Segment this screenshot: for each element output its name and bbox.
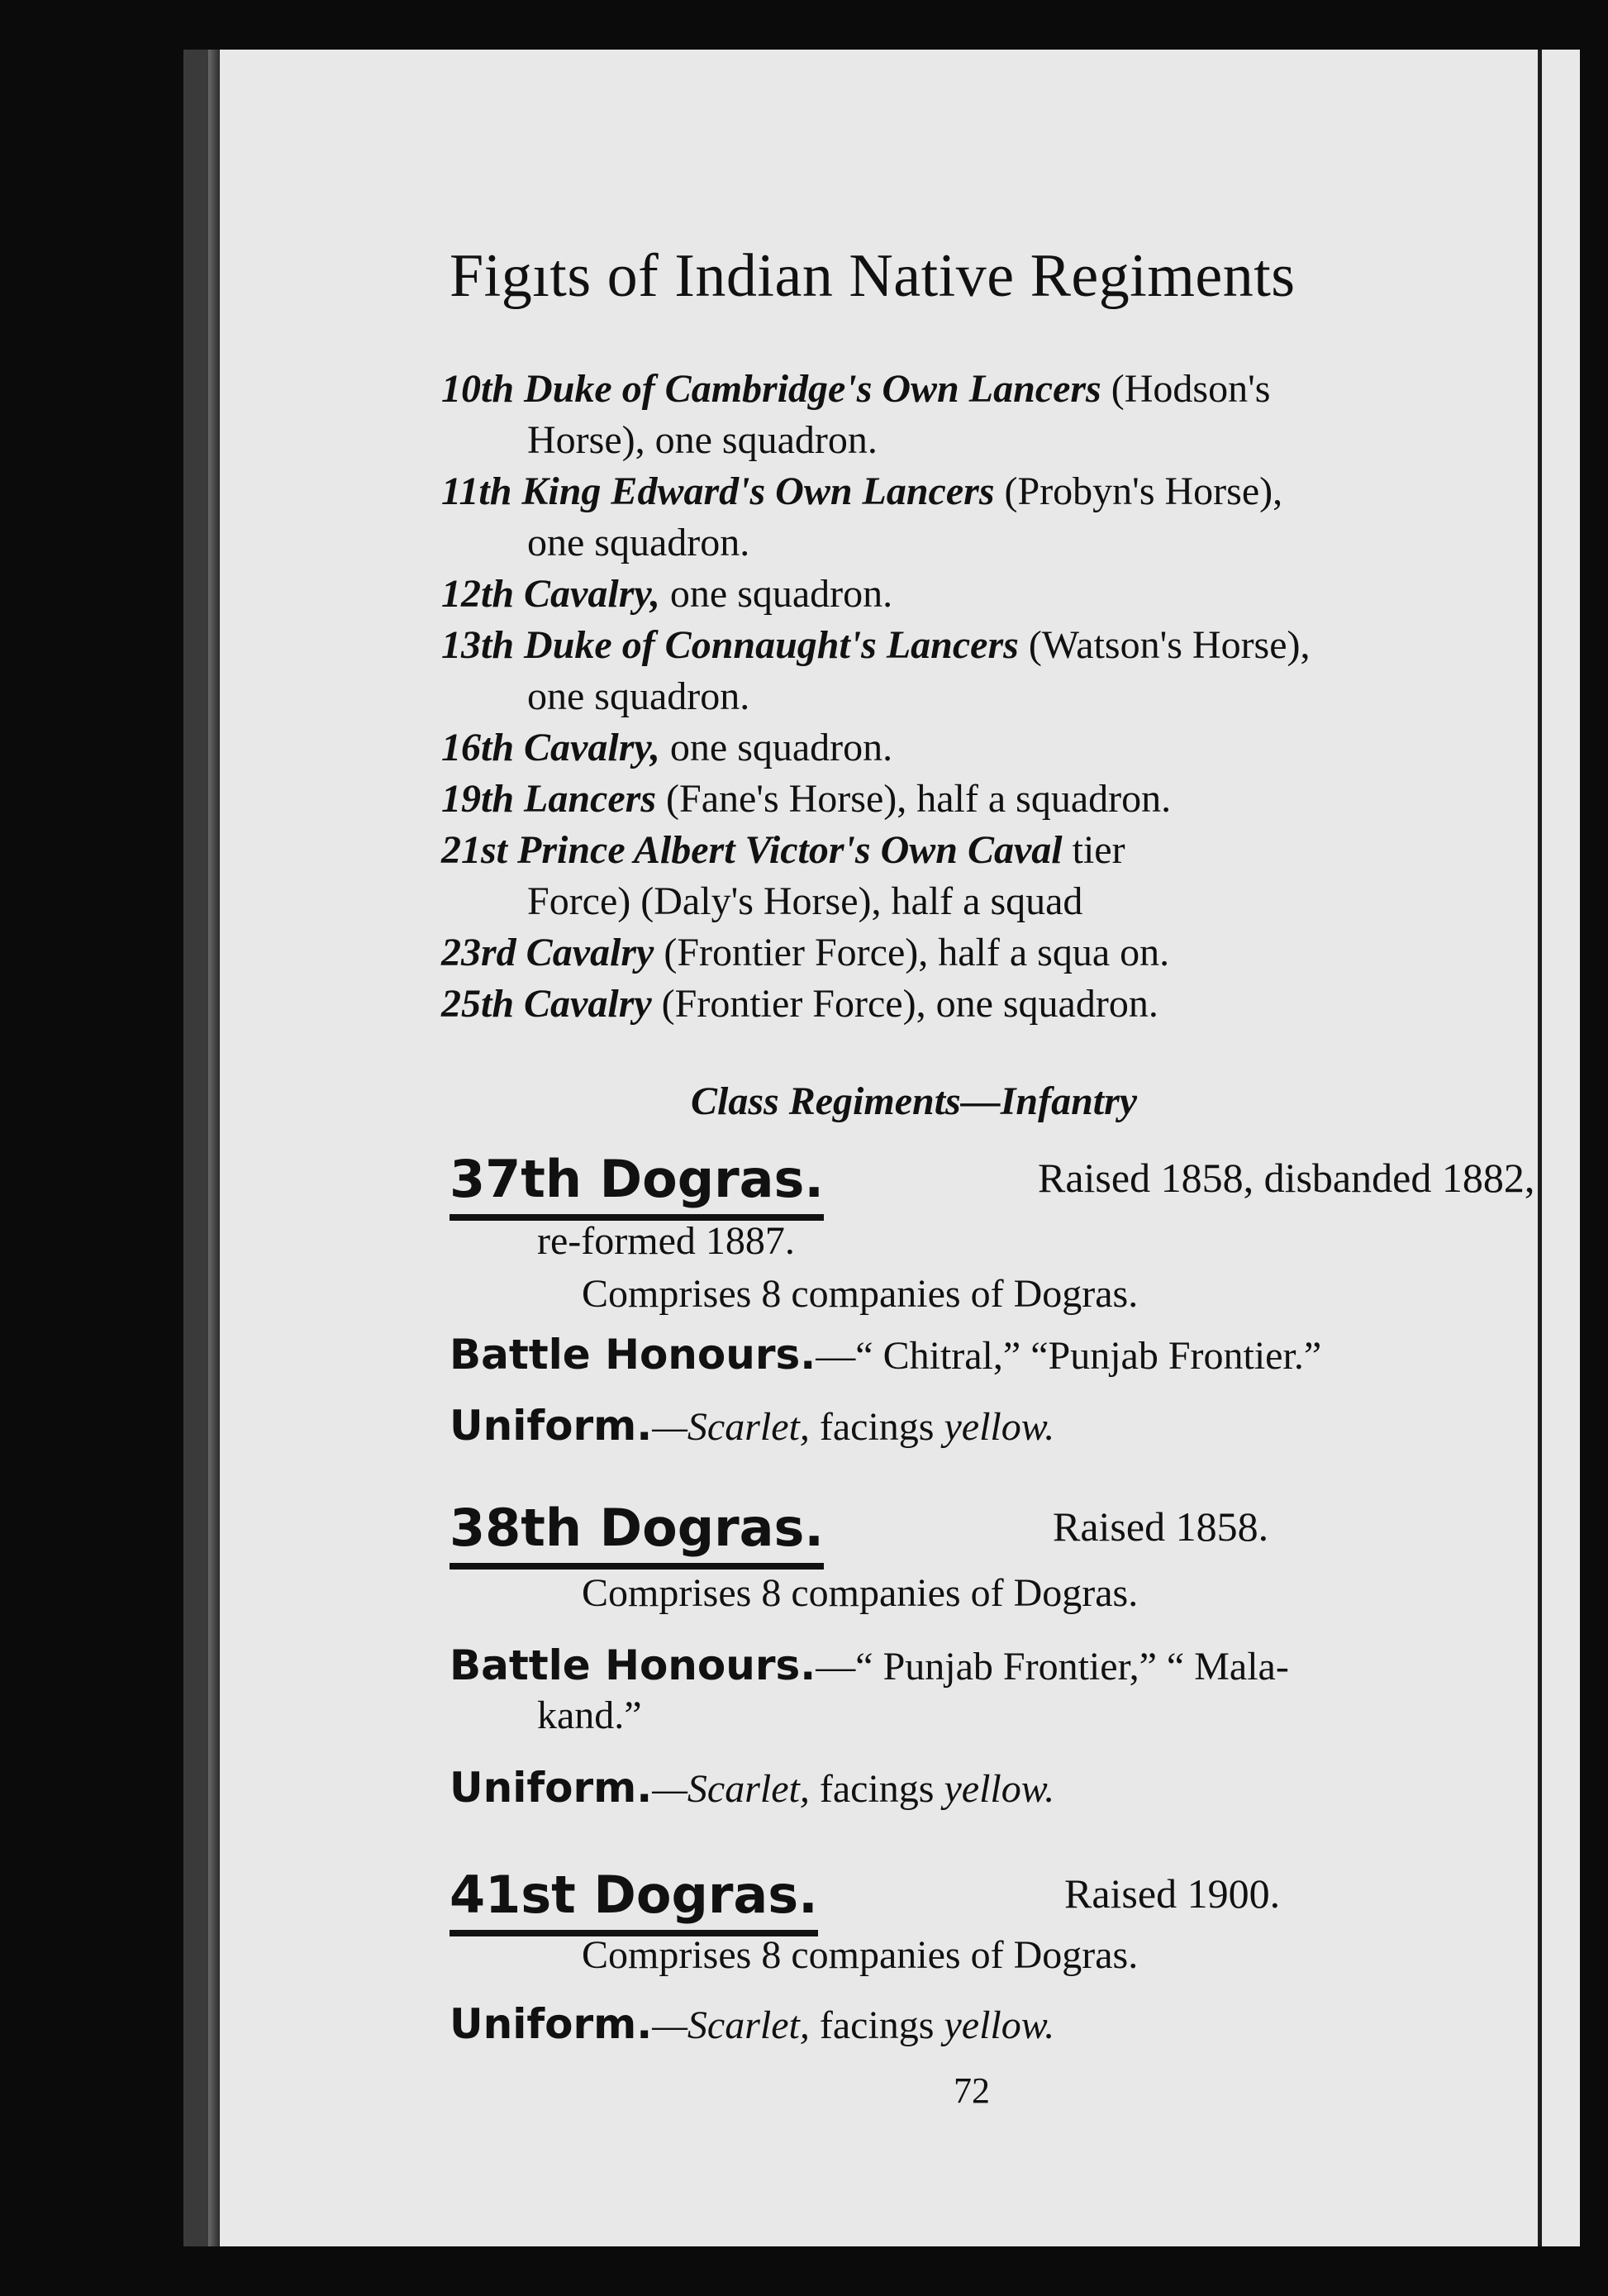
- list-item: [441, 466, 1499, 569]
- regiment-detail: (Hodson's: [1101, 367, 1271, 411]
- uniform-colour: —Scarlet,: [652, 2003, 810, 2047]
- regiment-name: 16th Cavalry,: [441, 726, 660, 769]
- list-item: [441, 620, 1499, 722]
- regiment-name: 23rd Cavalry: [441, 931, 654, 974]
- regiment-heading: [450, 1498, 824, 1558]
- battle-honours-text: —“ Punjab Frontier,” “ Mala-: [816, 1645, 1289, 1689]
- comprises-text: Comprises 8 companies of Dogras.: [582, 1571, 1139, 1615]
- page-number: 72: [954, 2070, 990, 2111]
- page-title: Figıts of Indian Native Regiments: [450, 242, 1296, 310]
- comprises-text: Comprises 8 companies of Dogras.: [582, 1272, 1139, 1316]
- uniform-label: Uniform.: [450, 2000, 653, 2048]
- regiment-detail: one squadron.: [659, 726, 893, 769]
- uniform-facing-colour: yellow.: [944, 1767, 1055, 1811]
- regiment-name: 11th King Edward's Own Lancers: [441, 469, 995, 513]
- list-item: [441, 825, 1499, 927]
- battle-honours-text: —“ Chitral,” “Punjab Frontier.”: [816, 1334, 1322, 1378]
- regiment-detail: tier: [1062, 828, 1125, 872]
- raised-text: Raised 1900.: [1064, 1870, 1281, 1917]
- uniform-facing-colour: yellow.: [944, 1405, 1055, 1449]
- comprises-text: Comprises 8 companies of Dogras.: [582, 1933, 1139, 1977]
- regiment-heading-text: 38th Dogras.: [450, 1498, 824, 1558]
- list-item: [441, 364, 1499, 466]
- regiment-heading-text: 37th Dogras.: [450, 1149, 824, 1209]
- uniform-line: [450, 1402, 1054, 1450]
- page-content: [208, 50, 1580, 2246]
- regiment-detail: (Watson's Horse),: [1018, 623, 1311, 667]
- list-item: [441, 569, 1499, 620]
- heading-underline: [450, 1563, 824, 1570]
- regiment-detail: (Probyn's Horse),: [994, 469, 1283, 513]
- regiment-detail: one squadron.: [659, 572, 893, 616]
- regiment-detail-cont: one squadron.: [527, 521, 750, 564]
- uniform-facing-colour: yellow.: [944, 2003, 1055, 2047]
- regiment-detail: (Frontier Force), one squadron.: [651, 982, 1158, 1026]
- uniform-label: Uniform.: [450, 1402, 653, 1450]
- regiment-detail-cont: one squadron.: [527, 674, 750, 718]
- uniform-label: Uniform.: [450, 1764, 653, 1812]
- regiment-detail-cont: Horse), one squadron.: [527, 418, 878, 462]
- battle-honours-cont: kand.”: [537, 1693, 642, 1737]
- regiment-heading: [450, 1149, 824, 1209]
- regiment-name: 10th Duke of Cambridge's Own Lancers: [441, 367, 1101, 411]
- regiment-name: 25th Cavalry: [441, 982, 652, 1026]
- regiment-name: 21st Prince Albert Victor's Own Caval: [441, 828, 1063, 872]
- uniform-line: [450, 2000, 1054, 2048]
- uniform-line: [450, 1764, 1054, 1812]
- regiment-heading: [450, 1865, 818, 1925]
- regiment-name: 19th Lancers: [441, 777, 657, 821]
- uniform-colour: —Scarlet,: [652, 1767, 810, 1811]
- battle-honours-label: Battle Honours.: [450, 1331, 816, 1379]
- regiment-name: 12th Cavalry,: [441, 572, 660, 616]
- regiment-heading-text: 41st Dogras.: [450, 1865, 818, 1925]
- uniform-facings: facings: [809, 2003, 944, 2047]
- list-item: [441, 979, 1499, 1030]
- uniform-colour: —Scarlet,: [652, 1405, 810, 1449]
- uniform-facings: facings: [809, 1405, 944, 1449]
- section-heading: Class Regiments—Infantry: [691, 1079, 1138, 1123]
- uniform-facings: facings: [809, 1767, 944, 1811]
- raised-text: Raised 1858, disbanded 1882,: [1038, 1155, 1535, 1201]
- battle-honours-line: [450, 1331, 1321, 1379]
- raised-text-cont: re-formed 1887.: [537, 1219, 795, 1263]
- list-item: [441, 722, 1499, 774]
- list-item: [441, 927, 1499, 979]
- regiment-detail-cont: Force) (Daly's Horse), half a squad: [527, 879, 1083, 923]
- battle-honours-label: Battle Honours.: [450, 1641, 816, 1689]
- raised-text: Raised 1858.: [1053, 1503, 1269, 1550]
- regiment-detail: (Fane's Horse), half a squadron.: [656, 777, 1172, 821]
- list-item: [441, 774, 1499, 825]
- book-page: [183, 50, 1580, 2246]
- regiment-detail: (Frontier Force), half a squa on.: [654, 931, 1170, 974]
- regiment-name: 13th Duke of Connaught's Lancers: [441, 623, 1019, 667]
- battle-honours-line: [450, 1641, 1289, 1689]
